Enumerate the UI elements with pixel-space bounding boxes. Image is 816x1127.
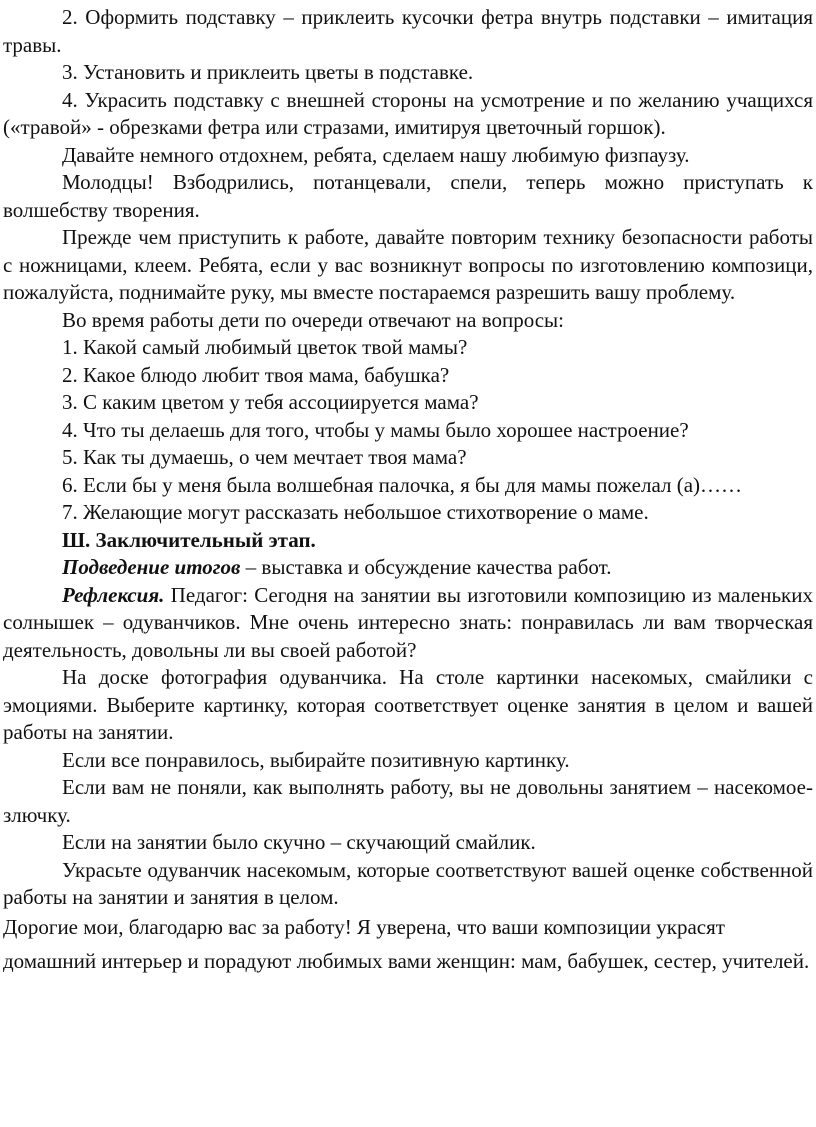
question-3: 3. С каким цветом у тебя ассоциируется мама? [62, 390, 479, 414]
paragraph-positive-choice: Если все понравилось, выбирайте позитивную картинку. [62, 747, 570, 772]
paragraph-step-4: 4. Украсить подставку с внешней стороны на усмотрение и по желанию учащихся («травой» - обрезками фетра или стразами, имитируя цветочный горшок). [3, 87, 813, 139]
summary-label: Подведение итогов [62, 555, 241, 579]
paragraph-angry-insect: Если вам не поняли, как выполнять работу, вы не довольны занятием – насекомое-злючку. [3, 775, 813, 827]
question-6: 6. Если бы у меня была волшебная палочка, я бы для мамы пожелал (а)…… [62, 472, 743, 497]
summary-text: – выставка и обсуждение качества работ. [240, 555, 612, 579]
question-1: 1. Какой самый любимый цветок твой мамы? [62, 335, 468, 359]
paragraph-encouragement: Молодцы! Взбодрились, потанцевали, спели, теперь можно приступать к волшебству творения. [3, 170, 813, 222]
reflection-text: Педагог: Сегодня на занятии вы изготовили композицию из маленьких солнышек – одуванчиков. Мне очень интересно знать: понравилась ли вам творческая деятельность, довольны ли вы своей работой? [3, 582, 813, 662]
paragraph-step-3: 3. Установить и приклеить цветы в подставке. [62, 60, 474, 84]
paragraph-board-photo: На доске фотография одуванчика. На столе картинки насекомых, смайлики с эмоциями. Выберите картинку, которая соответствует оценке занятия в целом и вашей работы на занятии. [3, 665, 813, 744]
paragraph-reflection [3, 582, 813, 665]
section-heading-final-stage [3, 527, 813, 555]
question-7: 7. Желающие могут рассказать небольшое стихотворение о маме. [62, 500, 649, 524]
paragraph-questions-intro: Во время работы дети по очереди отвечают на вопросы: [62, 307, 564, 332]
paragraph-summary [3, 554, 813, 582]
question-5: 5. Как ты думаешь, о чем мечтает твоя мама? [62, 445, 467, 469]
final-stage-heading: Ш. Заключительный этап. [62, 527, 316, 552]
paragraph-bored-smiley: Если на занятии было скучно – скучающий смайлик. [62, 830, 536, 854]
paragraph-step-2: 2. Оформить подставку – приклеить кусочки фетра внутрь подставки – имитация травы. [3, 5, 813, 57]
paragraph-decorate-dandelion: Украсьте одуванчик насекомым, которые соответствуют вашей оценке собственной работы на занятии и занятия в целом. [3, 857, 813, 909]
paragraph-physical-break: Давайте немного отдохнем, ребята, сделаем нашу любимую физпаузу. [62, 142, 690, 167]
paragraph-safety: Прежде чем приступить к работе, давайте повторим технику безопасности работы с ножницами, клеем. Ребята, если у вас возникнут вопросы по изготовлению композици, пожалуйста, поднимайте руку, мы вместе постараемся разрешить вашу проблему. [3, 225, 813, 304]
question-2: 2. Какое блюдо любит твоя мама, бабушка? [62, 362, 450, 387]
paragraph-closing: Дорогие мои, благодарю вас за работу! Я уверена, что ваши композиции украсят домашний интерьер и порадуют любимых вами женщин: мам, бабушек, сестер, учителей. [3, 914, 810, 973]
question-4: 4. Что ты делаешь для того, чтобы у мамы было хорошее настроение? [62, 417, 689, 442]
reflection-label: Рефлексия. [62, 582, 165, 607]
